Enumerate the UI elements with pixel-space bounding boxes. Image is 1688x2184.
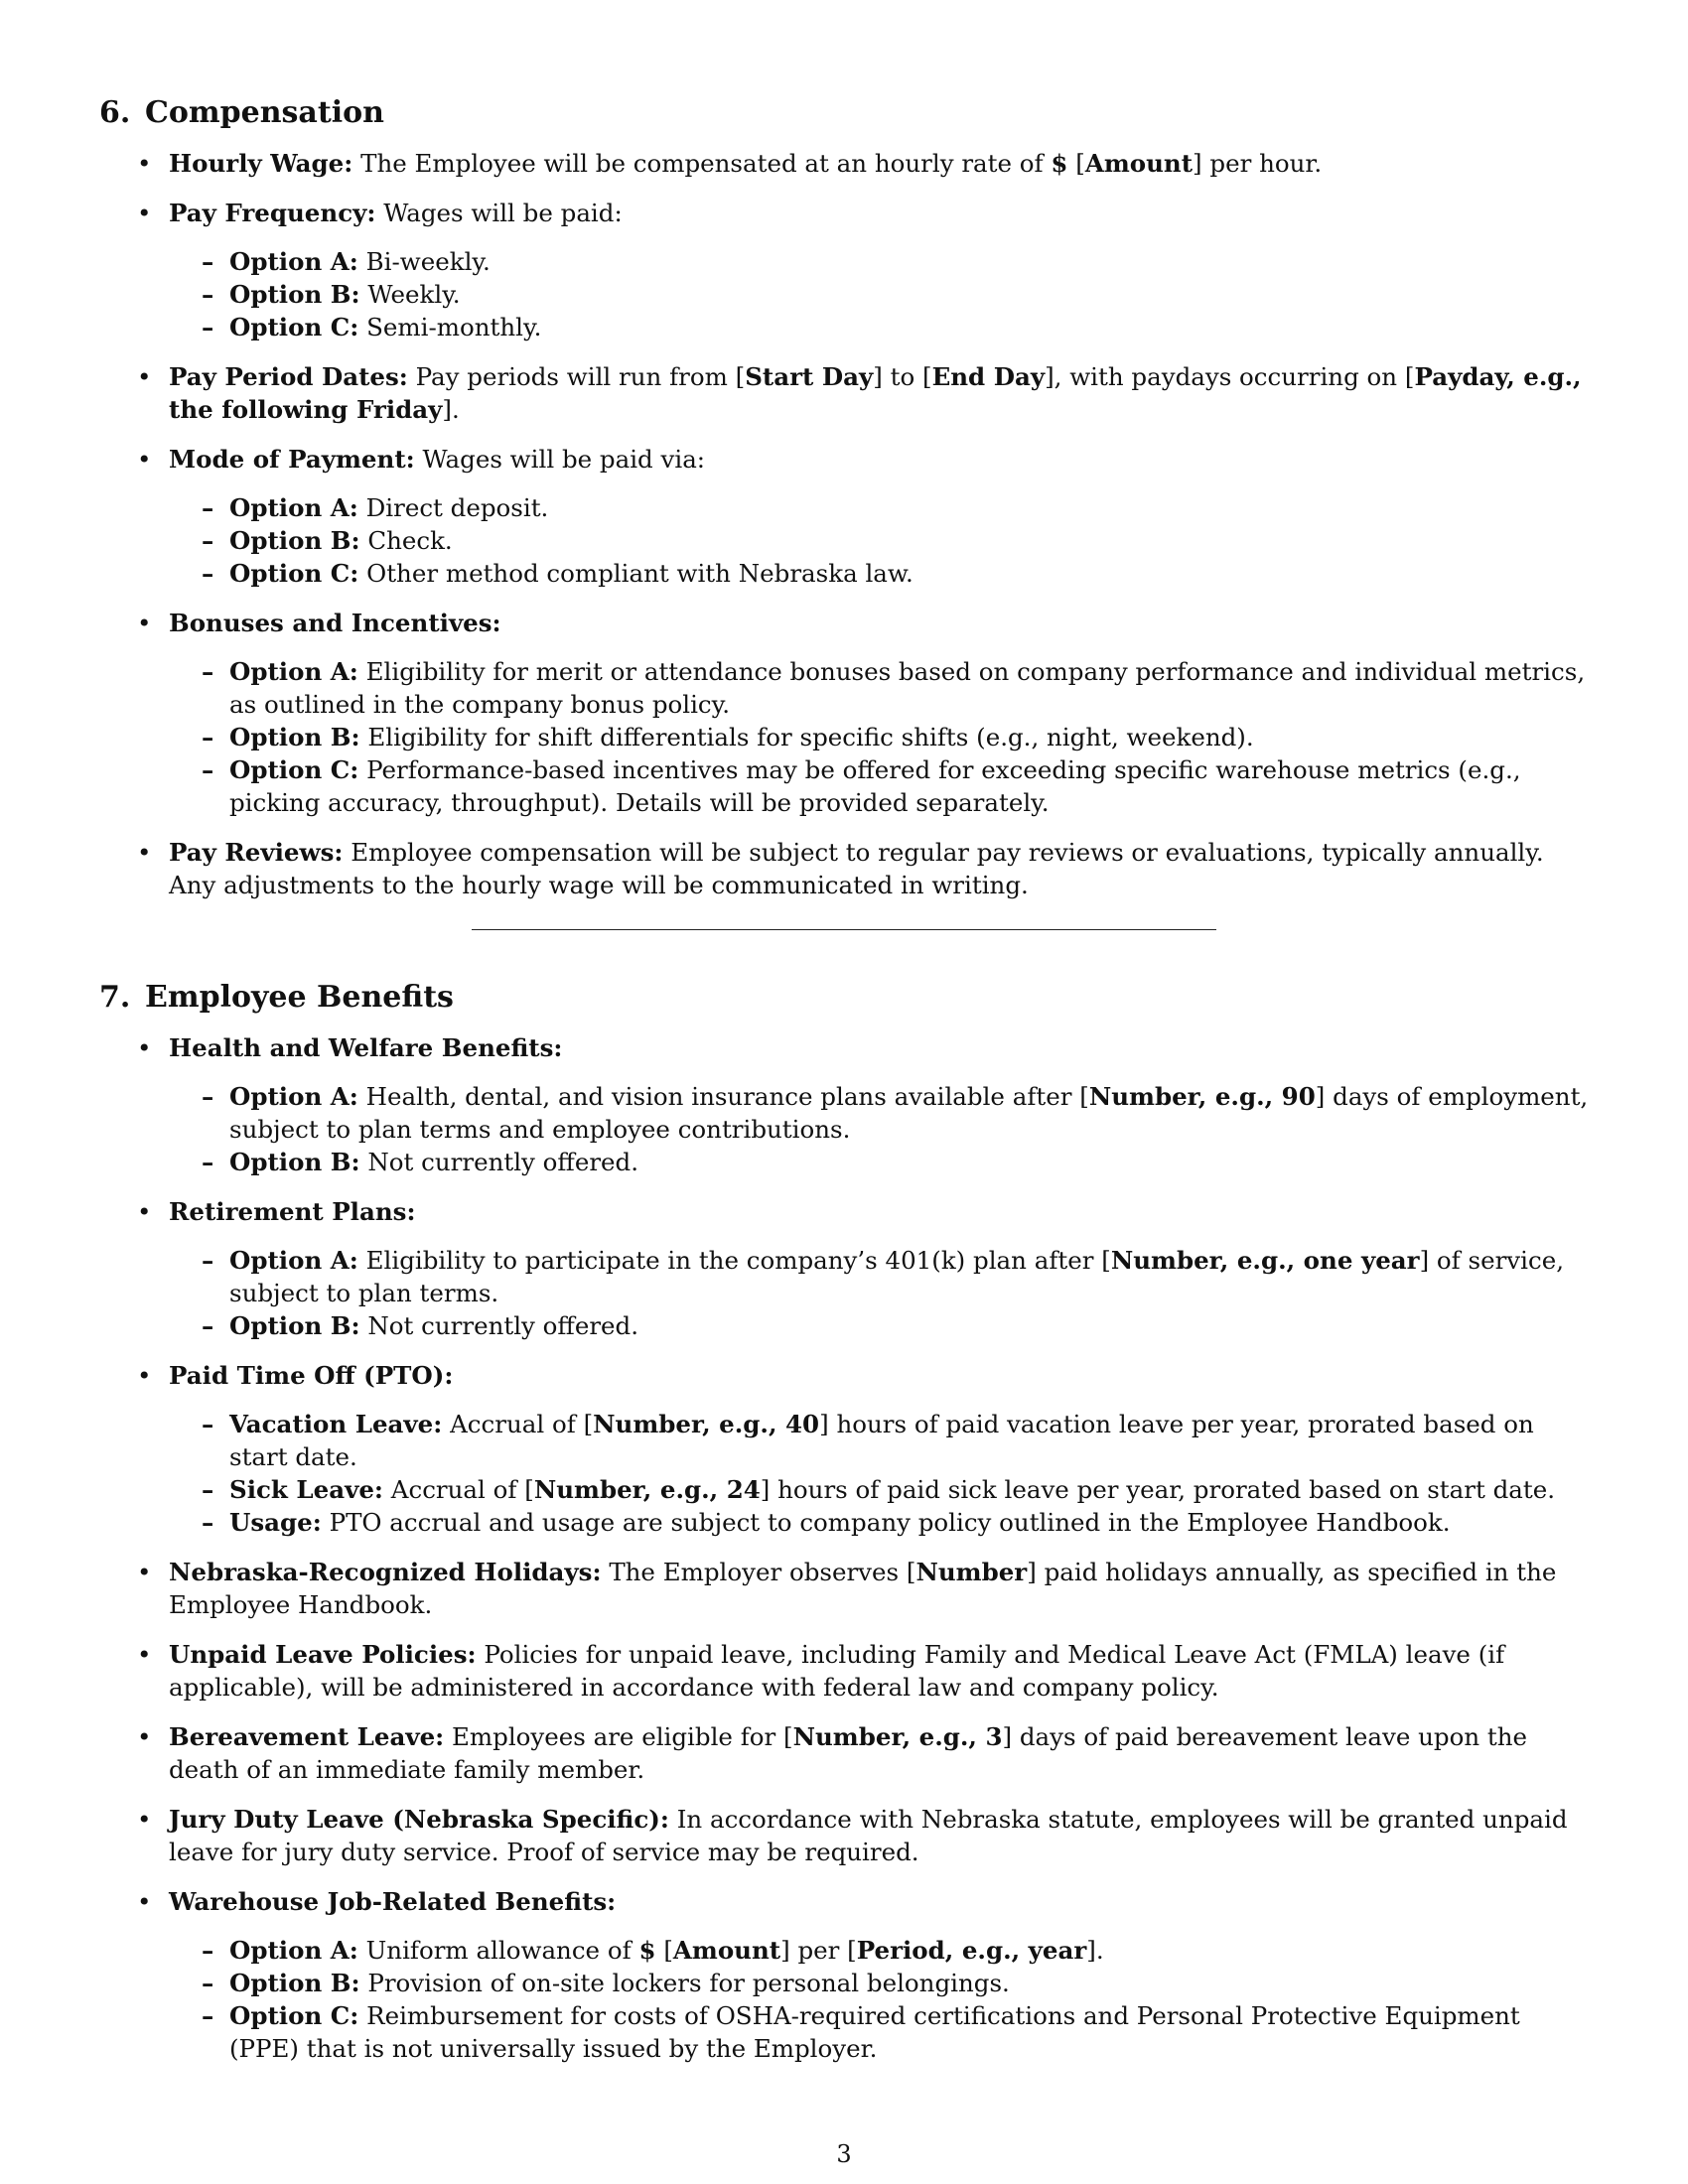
option-text: Other method compliant with Nebraska law. bbox=[366, 559, 914, 588]
page-number: 3 bbox=[836, 2140, 852, 2168]
item-text: Employees are eligible for bbox=[452, 1722, 776, 1751]
option-item bbox=[169, 1967, 1589, 1999]
dollar-sign: $ bbox=[638, 1936, 656, 1965]
option-list bbox=[169, 1934, 1589, 2065]
option-item bbox=[169, 1146, 1589, 1178]
option-label: Option A: bbox=[229, 247, 358, 276]
option-text: Eligibility for merit or attendance bonuses based on company performance and individual metrics, as outlined in the company bonus policy. bbox=[229, 657, 1586, 719]
placeholder-field: Payday, e.g., the following Friday bbox=[169, 362, 1582, 424]
item-label: Mode of Payment: bbox=[169, 445, 415, 474]
section-7-number: 7. bbox=[99, 980, 131, 1015]
item-text: , with paydays occurring on bbox=[1054, 362, 1398, 391]
option-list bbox=[169, 1244, 1589, 1342]
option-item bbox=[169, 278, 1589, 311]
option-text: per bbox=[797, 1936, 840, 1965]
item-label: Retirement Plans: bbox=[169, 1197, 416, 1226]
placeholder-field: End Day bbox=[931, 362, 1046, 391]
section-7-heading bbox=[99, 980, 1589, 1016]
section-6-title: Compensation bbox=[145, 95, 384, 130]
option-item bbox=[169, 721, 1589, 753]
jury-duty-item bbox=[99, 1803, 1589, 1868]
option-list bbox=[169, 655, 1589, 819]
option-label: Vacation Leave: bbox=[229, 1410, 443, 1438]
health-welfare-item bbox=[99, 1031, 1589, 1178]
placeholder-field: Number, e.g., one year bbox=[1110, 1246, 1420, 1275]
option-label: Sick Leave: bbox=[229, 1475, 383, 1504]
item-text: The Employer observes bbox=[609, 1558, 900, 1586]
option-label: Option B: bbox=[229, 526, 360, 555]
option-text: . bbox=[1095, 1936, 1104, 1965]
placeholder-field: Number, e.g., 40 bbox=[593, 1410, 820, 1438]
option-item: – Option A: Eligibility to participate in the company’s 401(k) plan after [Number, e.g., one year] of service, subject to plan terms. bbox=[169, 1244, 1589, 1309]
mode-of-payment-item bbox=[99, 443, 1589, 590]
placeholder-field: Number, e.g., 24 bbox=[533, 1475, 761, 1504]
option-item: – Vacation Leave: Accrual of [Number, e.g., 40] hours of paid vacation leave per year, prorated based on start date. bbox=[169, 1408, 1589, 1473]
option-text: Semi-monthly. bbox=[366, 313, 542, 341]
option-text: Eligibility to participate in the company’s 401(k) plan after bbox=[365, 1246, 1094, 1275]
option-item: – Option A: Health, dental, and vision insurance plans available after [Number, e.g., 90] days of employment, subject to plan terms and employee contributions. bbox=[169, 1080, 1589, 1146]
option-text: Check. bbox=[367, 526, 453, 555]
placeholder-field: Amount bbox=[1084, 149, 1194, 178]
option-label: Option A: bbox=[229, 493, 358, 522]
option-text: Health, dental, and vision insurance plans available after bbox=[365, 1082, 1072, 1111]
option-item bbox=[169, 557, 1589, 590]
placeholder-field: Amount bbox=[672, 1936, 781, 1965]
item-text: Wages will be paid: bbox=[383, 199, 623, 227]
option-list bbox=[169, 245, 1589, 343]
pay-frequency-item bbox=[99, 197, 1589, 343]
bonuses-item bbox=[99, 607, 1589, 819]
option-text: hours of paid vacation leave per year, prorated based on start date. bbox=[229, 1410, 1534, 1471]
option-text: PTO accrual and usage are subject to company policy outlined in the Employee Handbook. bbox=[329, 1508, 1451, 1537]
option-text: Accrual of bbox=[450, 1410, 576, 1438]
page-content bbox=[99, 95, 1589, 2082]
option-text: Provision of on-site lockers for personal belongings. bbox=[367, 1969, 1010, 1997]
option-label: Option C: bbox=[229, 559, 359, 588]
option-item bbox=[169, 1999, 1589, 2065]
item-text: Pay periods will run from bbox=[415, 362, 728, 391]
item-text: . bbox=[451, 395, 460, 424]
option-item bbox=[169, 1506, 1589, 1539]
option-text: Not currently offered. bbox=[367, 1148, 639, 1176]
option-text: days of employment, subject to plan terms and employee contributions. bbox=[229, 1082, 1589, 1144]
option-item bbox=[169, 245, 1589, 278]
item-label: Bonuses and Incentives: bbox=[169, 609, 501, 637]
section-6-heading bbox=[99, 95, 1589, 131]
pay-period-item: • Pay Period Dates: Pay periods will run from [Start Day] to [End Day], with paydays occurring on [Payday, e.g., the following Friday]. bbox=[99, 360, 1589, 426]
option-text: Bi-weekly. bbox=[365, 247, 491, 276]
option-text: Accrual of bbox=[390, 1475, 517, 1504]
option-label: Option C: bbox=[229, 2001, 359, 2030]
option-item bbox=[169, 1309, 1589, 1342]
item-label: Jury Duty Leave (Nebraska Specific): bbox=[169, 1805, 669, 1834]
option-item bbox=[169, 524, 1589, 557]
hourly-wage-item: • Hourly Wage: The Employee will be compensated at an hourly rate of $ [Amount] per hour. bbox=[99, 147, 1589, 180]
item-text: Policies for unpaid leave, including Family and Medical Leave Act (FMLA) leave (if applicable), will be administered in accordance with federal law and company policy. bbox=[169, 1640, 1505, 1702]
item-text: In accordance with Nebraska statute, employees will be granted unpaid leave for jury duty service. Proof of service may be required. bbox=[169, 1805, 1568, 1866]
item-label: Pay Period Dates: bbox=[169, 362, 408, 391]
option-item bbox=[169, 491, 1589, 524]
item-label: Pay Frequency: bbox=[169, 199, 376, 227]
retirement-item bbox=[99, 1195, 1589, 1342]
option-text: Eligibility for shift differentials for specific shifts (e.g., night, weekend). bbox=[367, 723, 1254, 751]
item-text: to bbox=[890, 362, 915, 391]
option-label: Option A: bbox=[229, 1936, 358, 1965]
item-text: Wages will be paid via: bbox=[422, 445, 706, 474]
option-list bbox=[169, 491, 1589, 590]
option-label: Option A: bbox=[229, 657, 358, 686]
bereavement-item: • Bereavement Leave: Employees are eligible for [Number, e.g., 3] days of paid bereavement leave upon the death of an immediate family member. bbox=[99, 1720, 1589, 1786]
option-label: Option C: bbox=[229, 313, 359, 341]
option-label: Option B: bbox=[229, 1969, 360, 1997]
item-label: Health and Welfare Benefits: bbox=[169, 1033, 563, 1062]
option-text: Weekly. bbox=[367, 280, 461, 309]
dollar-sign: $ bbox=[1051, 149, 1068, 178]
option-text: Reimbursement for costs of OSHA-required certifications and Personal Protective Equipment (PPE) that is not universally issued by the Employer. bbox=[229, 2001, 1520, 2063]
option-text: Not currently offered. bbox=[367, 1311, 639, 1340]
placeholder-field: Period, e.g., year bbox=[856, 1936, 1087, 1965]
option-item: – Option A: Uniform allowance of $ [Amount] per [Period, e.g., year]. bbox=[169, 1934, 1589, 1967]
option-item bbox=[169, 311, 1589, 343]
pay-reviews-item bbox=[99, 836, 1589, 901]
placeholder-field: Number, e.g., 3 bbox=[792, 1722, 1003, 1751]
option-text: of service, subject to plan terms. bbox=[229, 1246, 1564, 1307]
benefits-list bbox=[99, 1031, 1589, 2065]
item-label: Paid Time Off (PTO): bbox=[169, 1361, 454, 1390]
item-label: Pay Reviews: bbox=[169, 838, 344, 867]
option-label: Option A: bbox=[229, 1082, 358, 1111]
placeholder-field: Number bbox=[915, 1558, 1028, 1586]
option-text: Direct deposit. bbox=[365, 493, 549, 522]
option-label: Option B: bbox=[229, 1311, 360, 1340]
item-label: Bereavement Leave: bbox=[169, 1722, 445, 1751]
option-text: hours of paid sick leave per year, prorated based on start date. bbox=[777, 1475, 1556, 1504]
item-label: Unpaid Leave Policies: bbox=[169, 1640, 477, 1669]
item-label: Warehouse Job-Related Benefits: bbox=[169, 1887, 617, 1916]
placeholder-field: Start Day bbox=[745, 362, 874, 391]
section-7-title: Employee Benefits bbox=[145, 980, 454, 1015]
option-label: Option A: bbox=[229, 1246, 358, 1275]
item-label: Nebraska-Recognized Holidays: bbox=[169, 1558, 602, 1586]
option-label: Option C: bbox=[229, 755, 359, 784]
option-label: Option B: bbox=[229, 280, 360, 309]
option-item bbox=[169, 655, 1589, 721]
holidays-item: • Nebraska-Recognized Holidays: The Employer observes [Number] paid holidays annually, as specified in the Employee Handbook. bbox=[99, 1556, 1589, 1621]
item-text: per hour. bbox=[1209, 149, 1323, 178]
option-label: Usage: bbox=[229, 1508, 322, 1537]
item-text: Employee compensation will be subject to regular pay reviews or evaluations, typically annually. Any adjustments to the hourly wage will be communicated in writing. bbox=[169, 838, 1544, 899]
warehouse-benefits-item bbox=[99, 1885, 1589, 2065]
unpaid-leave-item bbox=[99, 1638, 1589, 1704]
option-item bbox=[169, 753, 1589, 819]
pto-item bbox=[99, 1359, 1589, 1539]
option-list bbox=[169, 1080, 1589, 1178]
placeholder-field: Number, e.g., 90 bbox=[1088, 1082, 1316, 1111]
section-divider bbox=[472, 929, 1216, 930]
item-text: The Employee will be compensated at an hourly rate of bbox=[360, 149, 1044, 178]
option-text: Performance-based incentives may be offered for exceeding specific warehouse metrics (e.g., picking accuracy, throughput). Details will be provided separately. bbox=[229, 755, 1521, 817]
item-text: days of paid bereavement leave upon the death of an immediate family member. bbox=[169, 1722, 1528, 1784]
option-list bbox=[169, 1408, 1589, 1539]
option-label: Option B: bbox=[229, 1148, 360, 1176]
item-label: Hourly Wage: bbox=[169, 149, 353, 178]
compensation-list bbox=[99, 147, 1589, 901]
option-label: Option B: bbox=[229, 723, 360, 751]
option-item: – Sick Leave: Accrual of [Number, e.g., 24] hours of paid sick leave per year, prorated based on start date. bbox=[169, 1473, 1589, 1506]
item-text: paid holidays annually, as specified in the Employee Handbook. bbox=[169, 1558, 1557, 1619]
option-text: Uniform allowance of bbox=[365, 1936, 632, 1965]
section-6-number: 6. bbox=[99, 95, 131, 130]
